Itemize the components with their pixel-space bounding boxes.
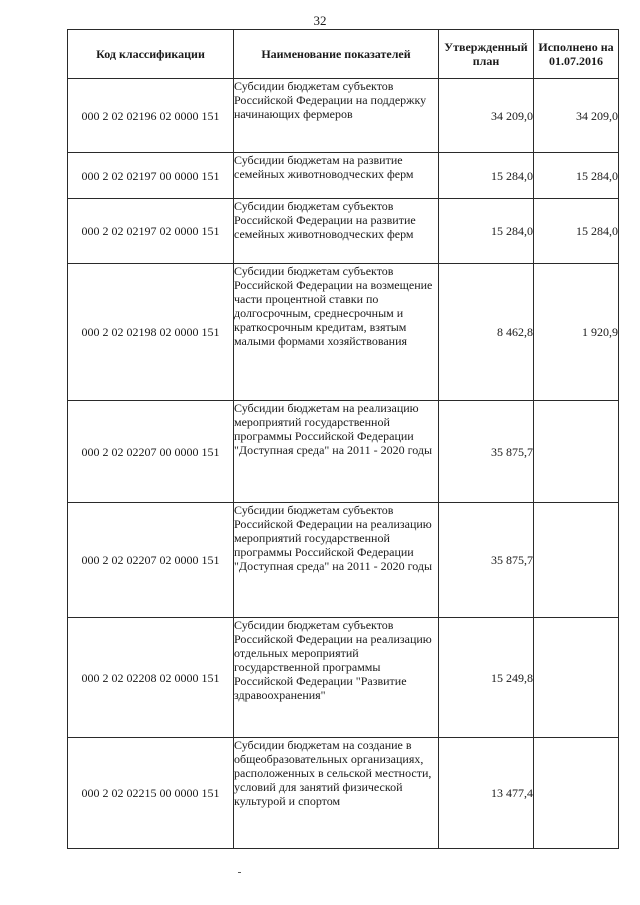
table-header-row (68, 30, 619, 79)
page-number: 32 (313, 13, 327, 28)
cell-executed (534, 738, 619, 849)
cell-name: Субсидии бюджетам на создание в общеобразовательных организациях, расположенных в сельской местности, условий для занятий физической культурой и спортом (234, 738, 439, 849)
cell-executed: 34 209,0 (534, 79, 619, 153)
table-row (68, 264, 619, 401)
cell-code: 000 2 02 02197 02 0000 151 (68, 199, 234, 264)
cell-executed: 15 284,0 (534, 199, 619, 264)
cell-name: Субсидии бюджетам субъектов Российской Федерации на развитие семейных животноводческих ферм (234, 199, 439, 264)
cell-plan: 8 462,8 (439, 264, 534, 401)
table-row (68, 738, 619, 849)
cell-name: Субсидии бюджетам субъектов Российской Федерации на реализацию отдельных мероприятий государственной программы Российской Федерации "Развитие здравоохранения" (234, 618, 439, 738)
table-row (68, 79, 619, 153)
cell-name: Субсидии бюджетам на развитие семейных животноводческих ферм (234, 153, 439, 199)
cell-plan: 34 209,0 (439, 79, 534, 153)
cell-code: 000 2 02 02215 00 0000 151 (68, 738, 234, 849)
cell-name: Субсидии бюджетам субъектов Российской Федерации на возмещение части процентной ставки по долгосрочным, среднесрочным и краткосрочным кредитам, взятым малыми формами хозяйствования (234, 264, 439, 401)
header-code: Код классификации (68, 30, 234, 79)
table-row (68, 503, 619, 618)
cell-executed: 15 284,0 (534, 153, 619, 199)
cell-plan: 13 477,4 (439, 738, 534, 849)
table-row (68, 153, 619, 199)
cell-executed (534, 401, 619, 503)
cell-code: 000 2 02 02197 00 0000 151 (68, 153, 234, 199)
scan-speck (238, 872, 241, 873)
cell-plan: 35 875,7 (439, 503, 534, 618)
cell-code: 000 2 02 02207 00 0000 151 (68, 401, 234, 503)
cell-plan: 35 875,7 (439, 401, 534, 503)
cell-code: 000 2 02 02207 02 0000 151 (68, 503, 234, 618)
cell-plan: 15 284,0 (439, 153, 534, 199)
header-executed: Исполнено на 01.07.2016 (534, 30, 619, 79)
table-row (68, 401, 619, 503)
budget-table (67, 29, 619, 849)
cell-plan: 15 249,8 (439, 618, 534, 738)
cell-plan: 15 284,0 (439, 199, 534, 264)
cell-code: 000 2 02 02208 02 0000 151 (68, 618, 234, 738)
cell-name: Субсидии бюджетам субъектов Российской Федерации на поддержку начинающих фермеров (234, 79, 439, 153)
cell-code: 000 2 02 02196 02 0000 151 (68, 79, 234, 153)
cell-name: Субсидии бюджетам на реализацию мероприятий государственной программы Российской Федерации "Доступная среда" на 2011 - 2020 годы (234, 401, 439, 503)
cell-executed (534, 503, 619, 618)
header-plan: Утвержденный план (439, 30, 534, 79)
cell-executed (534, 618, 619, 738)
header-name: Наименование показателей (234, 30, 439, 79)
cell-executed: 1 920,9 (534, 264, 619, 401)
cell-name: Субсидии бюджетам субъектов Российской Федерации на реализацию мероприятий государственной программы Российской Федерации "Доступная среда" на 2011 - 2020 годы (234, 503, 439, 618)
table-row (68, 618, 619, 738)
table-row (68, 199, 619, 264)
cell-code: 000 2 02 02198 02 0000 151 (68, 264, 234, 401)
